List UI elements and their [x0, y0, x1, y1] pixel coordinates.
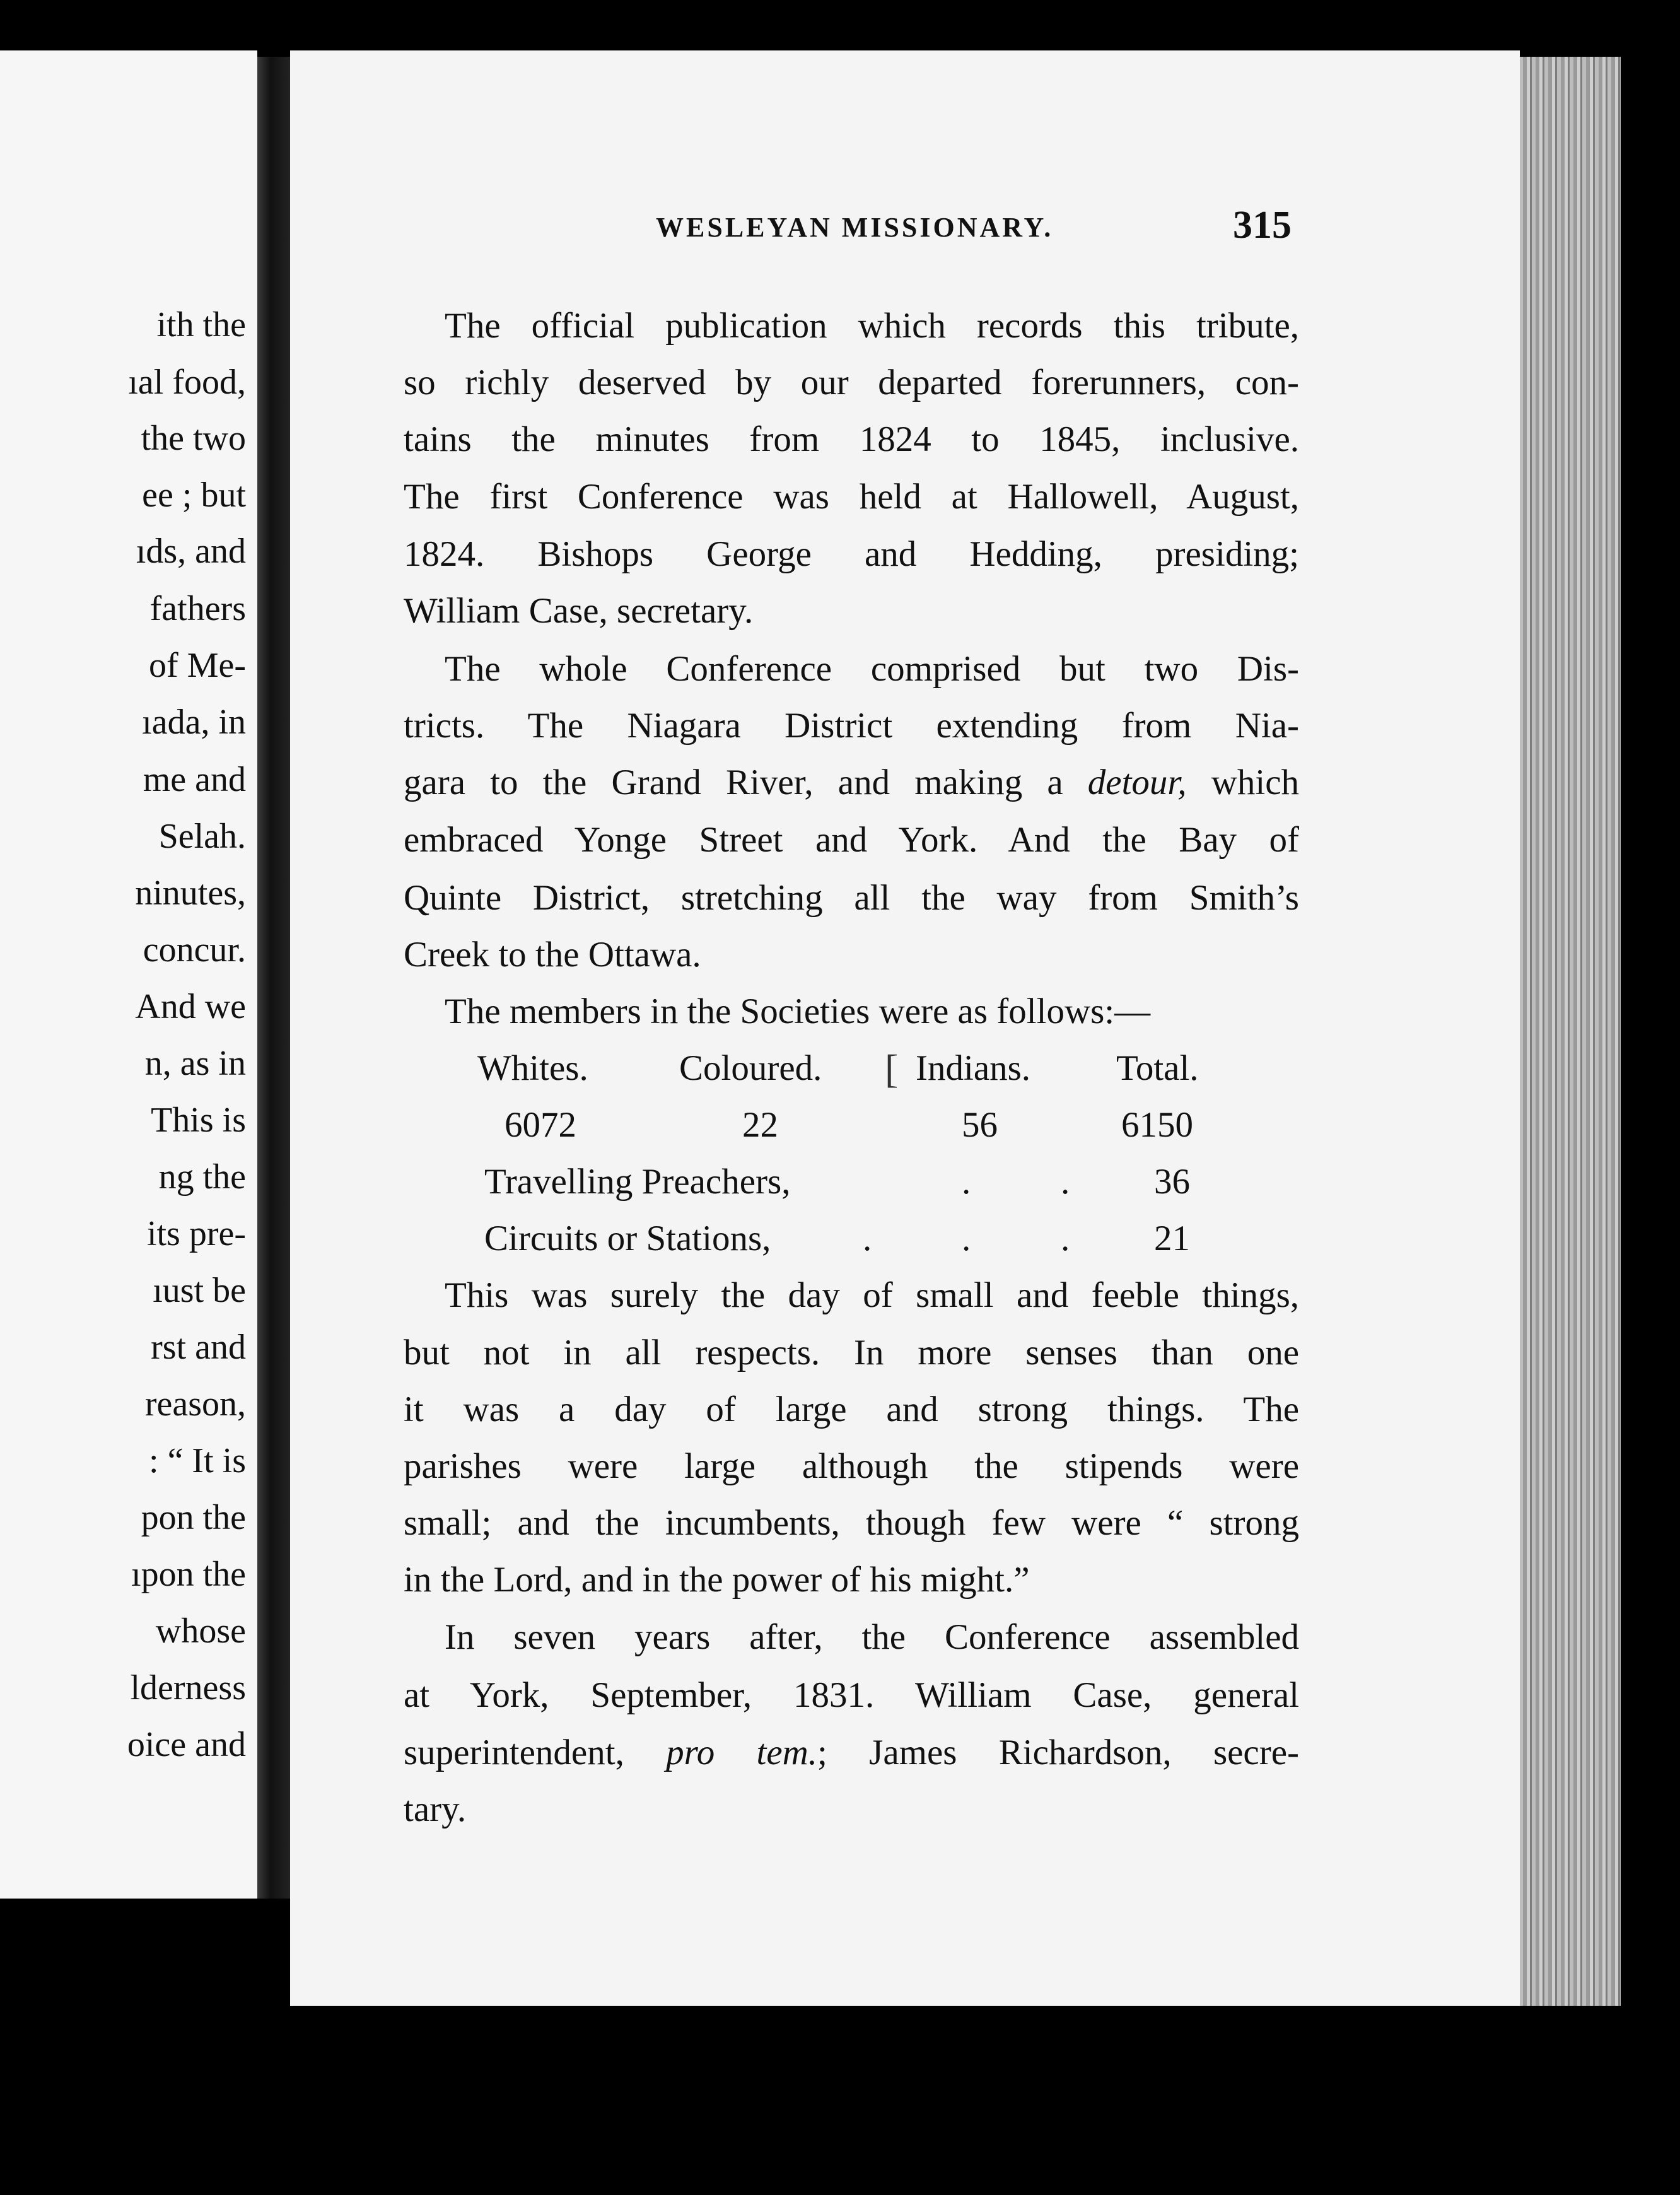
- left-page-line: ıpon the: [131, 1555, 246, 1594]
- text-line: tains the minutes from 1824 to 1845, inclusive.: [404, 419, 1299, 459]
- left-page-line: : “ It is: [149, 1441, 246, 1480]
- left-page-line: lderness: [130, 1668, 246, 1707]
- text-line: The members in the Societies were as follows:—: [445, 992, 1151, 1031]
- text-line: at York, September, 1831. William Case, general: [404, 1675, 1299, 1715]
- text-span: ; James Richardson, secre-: [817, 1733, 1299, 1772]
- leader-dot: .: [863, 1219, 872, 1258]
- left-page-line: whose: [155, 1612, 246, 1651]
- table-cell: 6072: [505, 1105, 576, 1145]
- text-line: The official publication which records this tribute,: [445, 306, 1299, 346]
- text-line: 1824. Bishops George and Hedding, presiding;: [404, 534, 1299, 574]
- left-page-line: its pre-: [146, 1214, 246, 1253]
- text-line: but not in all respects. In more senses than one: [404, 1333, 1299, 1373]
- text-span: which: [1186, 763, 1299, 802]
- left-page-line: fathers: [149, 589, 246, 628]
- text-line: The first Conference was held at Hallowell, August,: [404, 477, 1299, 517]
- left-page-line: concur.: [143, 930, 246, 969]
- left-page-line: pon the: [141, 1498, 246, 1537]
- left-page-line: the two: [141, 419, 246, 458]
- page-edges: [1510, 57, 1621, 2006]
- left-page-line: ith the: [156, 305, 246, 344]
- left-page-line: ıds, and: [136, 532, 246, 571]
- left-page-line: And we: [135, 987, 246, 1026]
- text-line: Quinte District, stretching all the way from Smith’s: [404, 878, 1299, 918]
- left-page-line: ıal food,: [128, 363, 246, 402]
- left-page-line: ng the: [158, 1157, 246, 1197]
- book-gutter: [257, 57, 290, 1899]
- table-header: Coloured.: [679, 1048, 822, 1088]
- left-page-line: ıust be: [153, 1271, 246, 1310]
- table-cell: 6150: [1121, 1105, 1193, 1145]
- left-page-line: Selah.: [158, 817, 246, 856]
- left-page-line: n, as in: [144, 1044, 246, 1083]
- left-page-line: of Me-: [149, 646, 246, 685]
- left-page-line: This is: [151, 1101, 246, 1140]
- leader-dot: .: [962, 1219, 971, 1258]
- text-span: gara to the Grand River, and making a: [404, 763, 1088, 802]
- text-line: tricts. The Niagara District extending from Nia-: [404, 706, 1299, 746]
- bracket-mark: [: [885, 1046, 899, 1091]
- italic-word: pro tem.: [666, 1733, 818, 1772]
- text-line: parishes were large although the stipends were: [404, 1446, 1299, 1486]
- text-line: in the Lord, and in the power of his might.”: [404, 1560, 1030, 1600]
- table-cell: 56: [962, 1105, 998, 1145]
- text-line: [404, 1735, 1299, 1771]
- text-line: [404, 764, 1299, 800]
- left-page: [0, 50, 257, 1899]
- text-line: Creek to the Ottawa.: [404, 935, 701, 975]
- left-page-line: ninutes,: [135, 874, 246, 913]
- page-number: 315: [1233, 204, 1292, 247]
- left-page-line: ıada, in: [142, 703, 246, 742]
- left-page-line: ee ; but: [142, 476, 246, 515]
- left-page-line: reason,: [144, 1384, 246, 1424]
- table-header: Total.: [1116, 1048, 1199, 1088]
- table-cell: 36: [1154, 1162, 1190, 1202]
- text-line: small; and the incumbents, though few were “ strong: [404, 1503, 1299, 1543]
- text-line: This was surely the day of small and feeble things,: [445, 1275, 1299, 1315]
- left-page-line: oice and: [127, 1725, 246, 1764]
- italic-word: detour,: [1087, 763, 1187, 802]
- text-line: embraced Yonge Street and York. And the Bay of: [404, 820, 1299, 860]
- table-header: Indians.: [916, 1048, 1031, 1088]
- leader-dot: .: [1061, 1162, 1070, 1202]
- text-line: The whole Conference comprised but two Dis-: [445, 649, 1299, 689]
- text-span: superintendent,: [404, 1733, 667, 1772]
- left-page-line: me and: [143, 760, 246, 799]
- text-line: so richly deserved by our departed forerunners, con-: [404, 363, 1299, 402]
- text-line: In seven years after, the Conference assembled: [445, 1617, 1299, 1657]
- table-row-label: Circuits or Stations,: [484, 1219, 771, 1258]
- left-page-line: rst and: [151, 1328, 246, 1367]
- running-head: WESLEYAN MISSIONARY.: [656, 212, 1054, 243]
- leader-dot: .: [962, 1162, 971, 1202]
- table-cell: 21: [1154, 1219, 1190, 1258]
- text-line: William Case, secretary.: [404, 591, 754, 631]
- table-cell: 22: [742, 1105, 778, 1145]
- leader-dot: .: [1061, 1219, 1070, 1258]
- text-line: tary.: [404, 1789, 467, 1829]
- table-header: Whites.: [477, 1048, 588, 1088]
- text-line: it was a day of large and strong things. The: [404, 1390, 1299, 1429]
- table-row-label: Travelling Preachers,: [484, 1162, 791, 1202]
